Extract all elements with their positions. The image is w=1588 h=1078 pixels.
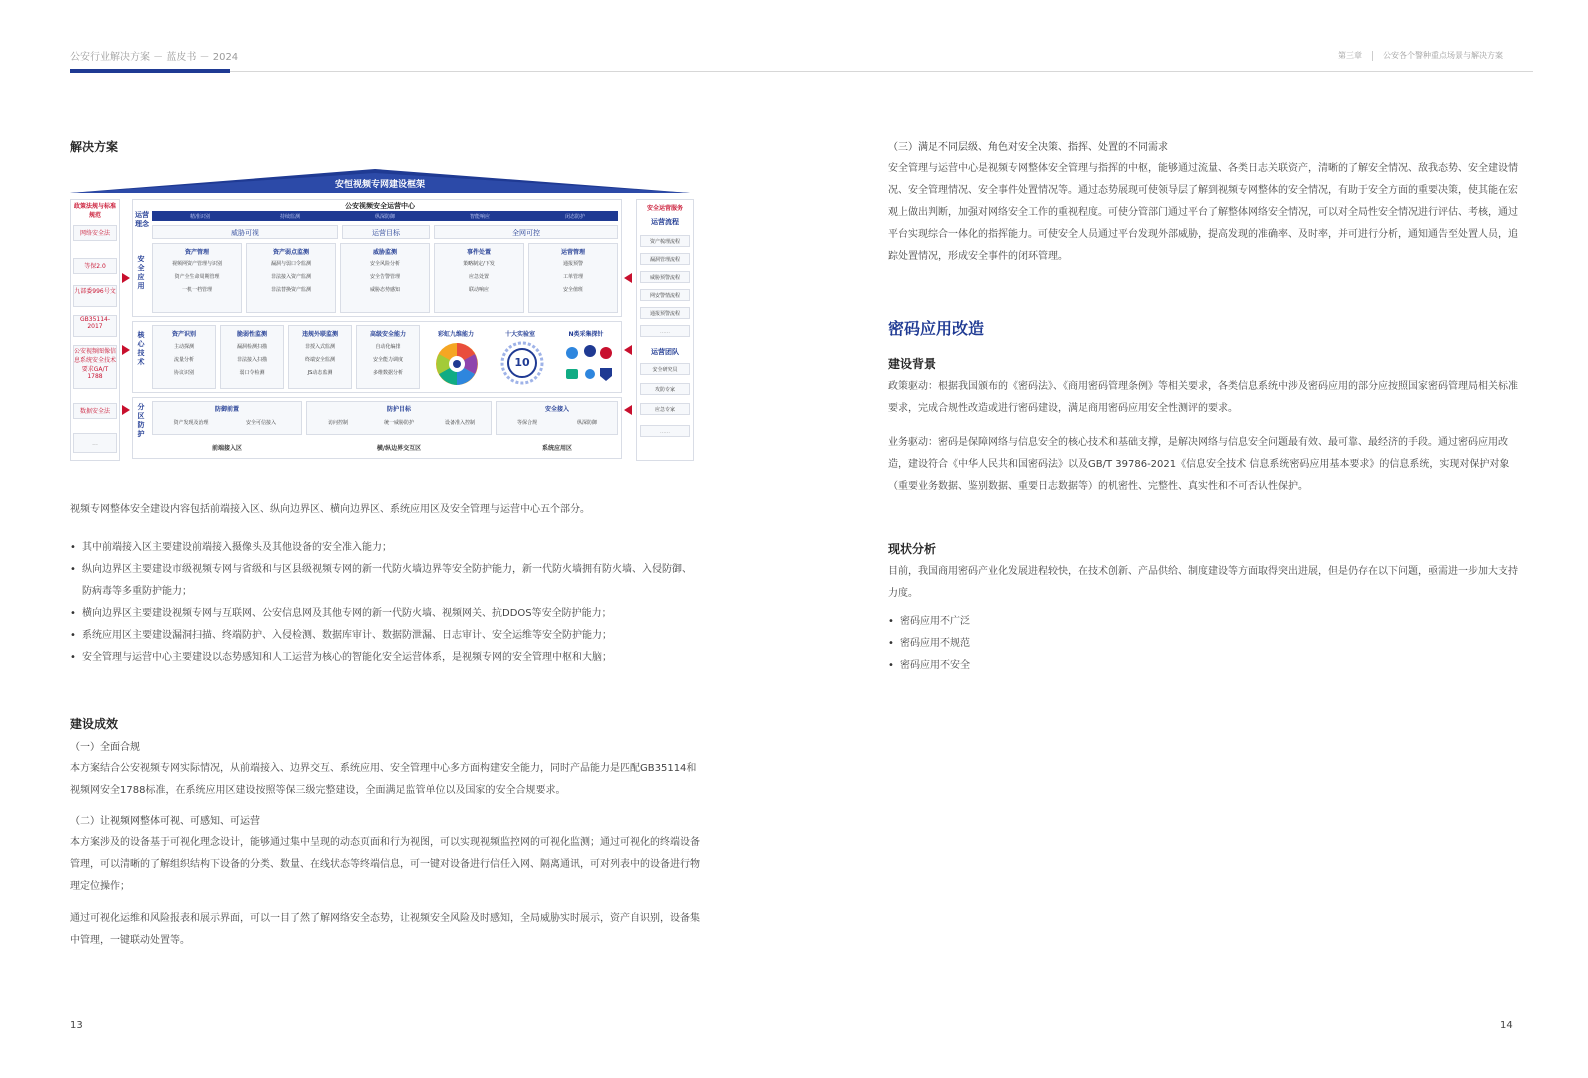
intro-paragraph: 视频专网整体安全建设内容包括前端接入区、纵向边界区、横向边界区、系统应用区及安全管理与运营中心五个部分。 <box>70 504 590 515</box>
core-card-title: 资产识别 <box>171 331 196 338</box>
core-card-item: 弱口令检测 <box>239 370 265 376</box>
app-card-item: 资产全生命周期管理 <box>174 274 220 280</box>
list-item: • 纵向边界区主要建设市级视频专网与省级和与区县级视频专网的新一代防火墙边界等安全防护能力，新一代防火墙拥有防火墙、入侵防御、防病毒等多重防护能力； <box>70 559 700 603</box>
arrow-left-icon <box>624 345 632 355</box>
core-card-item: 终端安全监测 <box>304 357 335 363</box>
zone-card-item: 纵深防御 <box>576 420 597 426</box>
zone-footer: 系统应用区 <box>541 445 572 452</box>
result-2-title: （二）让视频网整体可视、可感知、可运营 <box>70 816 260 827</box>
arrow-left-icon <box>624 273 632 283</box>
policy-driver-paragraph: 政策驱动：根据我国颁布的《密码法》、《商用密码管理条例》等相关要求，各类信息系统中涉及密码应用的部分应按照国家密码管理局相关标准要求，完成合规性改造或进行密码建设，满足商用密码应用安全性测评的要求。 <box>888 381 1518 414</box>
core-card-title: 脆弱性监测 <box>236 331 267 338</box>
core-card-item: 非授入式监测 <box>304 344 335 350</box>
app-card-title: 威胁监测 <box>372 249 397 256</box>
ops-team-item: 攻防专家 <box>640 383 690 395</box>
app-card-item: 安全值班 <box>562 287 583 293</box>
app-card-item: 一机一档管理 <box>181 287 212 293</box>
ops-process-item: 漏洞管理流程 <box>640 253 690 265</box>
page-number-left: 13 <box>70 1020 83 1031</box>
core-card-item: 漏洞检测扫描 <box>236 344 267 350</box>
core-card-title: 高级安全能力 <box>369 331 406 338</box>
app-card-title: 运营管理 <box>560 249 585 256</box>
diagram-app-label: 安全应用 <box>137 255 145 290</box>
core-card-title: 违规外联监测 <box>301 331 338 338</box>
diagram-concept-label: 运营理念 <box>135 211 149 228</box>
result-3-text: 安全管理与运营中心是视频专网整体安全管理与指挥的中枢，能够通过流量、各类日志关联资产，清晰的了解安全情况、敌我态势、安全建设情况、安全管理情况、安全事件处置情况等。通过态势展现可使领导层了解到视频专网整体的安全情况，有助于安全方面的重要决策，使其能在宏观上做出判断，加强对网络安全工作的重视程度。可使分管部门通过平台了解整体网络安全情况，可以对全局性安全情况进行评估、考核，通过平台实现综合一体化的指挥能力。可使安全人员通过平台发现外部威胁，提高发现的准确率、及时率，并可进行分析，通知通告至处置人员，追踪处置情况，形成安全事件的闭环管理。 <box>888 163 1518 262</box>
core-card-title: N类采集探针 <box>568 331 604 338</box>
diagram-left-item: 政策法规与标准规范 <box>73 203 116 219</box>
result-3-title: （三）满足不同层级、角色对安全决策、指挥、处置的不同需求 <box>888 142 1168 153</box>
core-card-item: 主动探测 <box>173 344 194 350</box>
diagram-zone-label: 分区防护 <box>137 403 145 438</box>
app-card-item: 策略制定/下发 <box>463 261 495 267</box>
app-card-item: 漏洞与弱口令监测 <box>270 261 311 267</box>
diagram-left-item: 网络安全法 <box>73 225 117 241</box>
result-1-title: （一）全面合规 <box>70 742 140 753</box>
diagram-title: 安恒视频专网建设框架 <box>334 180 425 190</box>
core-card-item: 流量分析 <box>173 357 194 363</box>
core-card-item: 多维数据分析 <box>372 370 403 376</box>
core-card-item: 安全能力调度 <box>372 357 403 363</box>
list-item: • 系统应用区主要建设漏洞扫描、终端防护、入侵检测、数据库审计、数据防泄漏、日志审计、安全运维等安全防护能力； <box>70 625 700 647</box>
list-item: • 其中前端接入区主要建设前端接入摄像头及其他设备的安全准入能力； <box>70 537 700 559</box>
list-item: • 密码应用不安全 <box>888 655 1518 677</box>
app-card-item: 工单管理 <box>562 274 583 280</box>
list-item: • 密码应用不规范 <box>888 633 1518 655</box>
architecture-diagram <box>70 163 700 463</box>
header-rule <box>70 71 1533 72</box>
zone-footer: 前端接入区 <box>211 445 242 452</box>
diagram-left-item: 公安视频图像信息系统安全技术要求GA/T 1788 <box>73 345 117 389</box>
zone-card-item: 安全可信接入 <box>245 420 276 426</box>
diagram-left-item: GB35114-2017 <box>73 315 117 337</box>
app-card-item: 视频网资产管理与识别 <box>171 261 222 267</box>
ops-process-item: 威胁预警流程 <box>640 271 690 283</box>
app-card-item: 非法接入资产监测 <box>270 274 311 280</box>
page-number-right: 14 <box>1500 1020 1513 1031</box>
header-chapter-title: 公安各个警种重点场景与解决方案 <box>1383 51 1503 60</box>
right-column <box>888 138 1518 677</box>
top-bar-item: 精准识别 <box>189 214 210 220</box>
app-card-item: 安全风险分析 <box>369 261 400 267</box>
zone-card-item: 访问控制 <box>327 420 348 426</box>
ops-process-item: …… <box>640 325 690 337</box>
top-bar-item: 智能响应 <box>469 214 490 220</box>
rainbow-wheel-icon <box>434 341 480 387</box>
arrow-right-icon <box>122 405 130 415</box>
zone-card-title: 安全接入 <box>544 406 569 413</box>
diagram-left-item: 九部委996号文 <box>73 285 117 307</box>
diagram-left-item: ... <box>73 433 117 453</box>
core-card-item: 自动化编排 <box>375 344 401 350</box>
app-card-title: 事件处置 <box>466 249 491 256</box>
app-card-item: 非法替换资产监测 <box>270 287 311 293</box>
app-card-item: 通报预警 <box>562 261 583 267</box>
core-card-title: 十大实验室 <box>504 331 535 338</box>
result-2-text-extra: 通过可视化运维和风险报表和展示界面，可以一目了然了解网络安全态势，让视频安全风险及时感知，全局威胁实时展示，资产自识别，设备集中管理，一键联动处置等。 <box>70 913 700 946</box>
app-card-title: 资产管理 <box>184 249 209 256</box>
top-bar-item: 纵深防御 <box>374 214 395 220</box>
ops-process-title: 运营流程 <box>651 218 679 226</box>
app-card-item: 应急处置 <box>468 274 489 280</box>
probe-icons <box>560 341 616 387</box>
lab-count-value: 10 <box>514 356 530 369</box>
ops-team-item: 应急专家 <box>640 403 690 415</box>
arrow-right-icon <box>122 273 130 283</box>
ops-process-item: 通报预警流程 <box>640 307 690 319</box>
ops-service-title: 安全运营服务 <box>646 205 683 212</box>
arrow-left-icon <box>624 405 632 415</box>
row1-network-control: 全网可控 <box>434 225 618 239</box>
row1-threat-visible: 威胁可视 <box>152 225 338 239</box>
list-item: • 密码应用不广泛 <box>888 611 1518 633</box>
arrow-right-icon <box>122 345 130 355</box>
left-column <box>70 138 700 952</box>
zone-footer: 横/纵边界交互区 <box>376 445 422 452</box>
diagram-center-title: 公安视频安全运营中心 <box>345 202 415 210</box>
app-card-item: 联动响应 <box>468 287 489 293</box>
list-item: • 安全管理与运营中心主要建设以态势感知和人工运营为核心的智能化安全运营体系，是视频专网的安全管理中枢和大脑； <box>70 647 700 669</box>
result-2-text: 本方案涉及的设备基于可视化理念设计，能够通过集中呈现的动态页面和行为视图，可以实现视频监控网的可视化监测；通过可视化的终端设备管理，可以清晰的了解组织结构下设备的分类、数量、在线状态等终端信息，可一键对设备进行信任入网、隔离通讯，可对列表中的设备进行物理定位操作； <box>70 837 700 892</box>
core-card-item: JS动态监测 <box>307 370 333 376</box>
core-card-item: 非法接入扫描 <box>236 357 267 363</box>
business-driver-paragraph: 业务驱动：密码是保障网络与信息安全的核心技术和基础支撑，是解决网络与信息安全问题最有效、最可靠、最经济的手段。通过密码应用改造，建设符合《中华人民共和国密码法》以及GB/T 39786-2021《信息安全技术 信息系统密码应用基本要求》的信息系统，实现对保护对象（重要业务数据、鉴别数据、重要日志数据等）的机密性、完整性、真实性和不可否认性保护。 <box>888 437 1510 492</box>
zone-card-title: 防御前置 <box>214 406 239 413</box>
zone-card-item: 资产发现及治理 <box>173 420 209 426</box>
core-card-title: 彩虹九维能力 <box>437 331 474 338</box>
status-paragraph: 目前，我国商用密码产业化发展进程较快，在技术创新、产品供给、制度建设等方面取得突出进展，但是仍存在以下问题，亟需进一步加大支持力度。 <box>888 566 1518 599</box>
diagram-core-label: 核心技术 <box>137 331 145 366</box>
ops-process-item: 资产梳理流程 <box>640 235 690 247</box>
list-item: • 横向边界区主要建设视频专网与互联网、公安信息网及其他专网的新一代防火墙、视频网关、抗DDOS等安全防护能力； <box>70 603 700 625</box>
crypto-section-title: 密码应用改造 <box>888 319 985 338</box>
section-title-results: 建设成效 <box>70 717 119 731</box>
header-chapter <box>1338 50 1503 61</box>
background-title: 建设背景 <box>888 357 937 371</box>
header-accent-bar <box>70 69 230 73</box>
result-1-text: 本方案结合公安视频专网实际情况，从前端接入、边界交互、系统应用、安全管理中心多方面构建安全能力，同时产品能力是匹配GB35114和视频网安全1788标准，在系统应用区建设按照等保三级完整建设，全面满足监管单位以及国家的安全合规要求。 <box>70 763 697 796</box>
core-card-item: 协议识别 <box>173 370 194 376</box>
diagram-left-item: 等保2.0 <box>73 258 117 274</box>
zone-bullet-list <box>70 537 700 669</box>
zone-card-title: 防护目标 <box>386 406 411 413</box>
app-card-item: 安全告警管理 <box>369 274 400 280</box>
top-bar-item: 持续监测 <box>279 214 300 220</box>
ops-team-item: 安全研究员 <box>640 363 690 375</box>
zone-card-item: 等保合规 <box>516 420 537 426</box>
row1-ops-goal: 运营目标 <box>342 225 430 239</box>
ops-team-title: 运营团队 <box>651 348 679 356</box>
section-title-solution: 解决方案 <box>70 140 119 154</box>
top-bar-item: 闭态防护 <box>564 214 585 220</box>
app-card-item: 威胁态势感知 <box>369 287 400 293</box>
header-divider <box>1372 51 1373 61</box>
zone-card-item: 统一威胁防护 <box>383 420 414 426</box>
ops-process-item: 网安警情流程 <box>640 289 690 301</box>
status-analysis-title: 现状分析 <box>888 542 937 556</box>
app-card-title: 资产弱点监测 <box>272 249 309 256</box>
zone-card-item: 设备准入控制 <box>444 420 475 426</box>
ops-team-item: …… <box>640 425 690 437</box>
header-chapter-number: 第三章 <box>1338 51 1362 60</box>
header-doc-title: 公安行业解决方案 － 蓝皮书 － 2024 <box>70 52 239 63</box>
status-bullet-list <box>888 611 1518 677</box>
diagram-left-item: 数据安全法 <box>73 403 117 419</box>
